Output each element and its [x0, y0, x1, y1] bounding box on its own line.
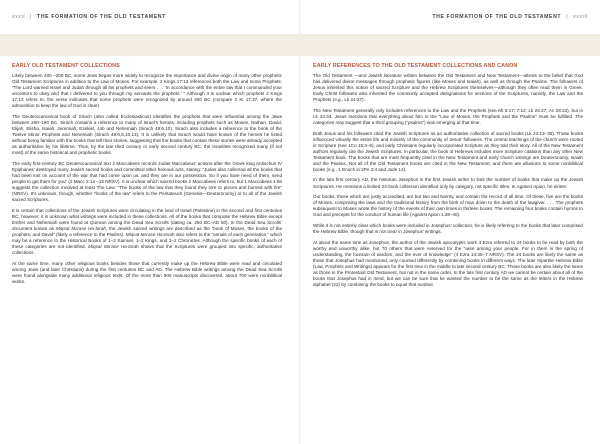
- right-header-band: [300, 34, 600, 56]
- right-body: [313, 63, 583, 293]
- left-body: [12, 63, 282, 289]
- right-p4-text-a: In the late first century AD, the historian Josephus is the first Jewish writer to limit the number of books that make up the Jewish Scriptures. He mentions a limited 22-book collection identified only by category, not specific titles. In: [313, 177, 583, 189]
- left-page-number: xxxii: [12, 14, 26, 20]
- right-running-title: THE FORMATION OF THE OLD TESTAMENT: [432, 14, 562, 20]
- left-paragraph-5: At the same time, many other religious books besides those that currently make up the Hebrew Bible were read and circulated among Jews (and later Christians) during the first centuries BC and AD. The Hebrew Bible writings among the Dead Sea Scrolls were found alongside many additional religious texts: Of the more than 900 manuscripts discovered, about 700 were nonbiblical works.: [12, 260, 282, 284]
- left-running-header: [12, 10, 288, 24]
- left-section-heading: EARLY OLD TESTAMENT COLLECTIONS: [12, 63, 120, 69]
- left-paragraph-3: The early first-century BC Deuterocanonical text 2 Maccabees records Judas Maccabeus’ actions after the Greek king Antiochus IV Epiphanes’ destroyed many Jewish sacred books and committed other heinous acts, stating: “Judas also collected all the books that had been lost on account of the war that had come upon us, and they are in our possession. So if you have need of them, send people to get them for you” (2 Macc 2:14 –15 NRSV). It is unclear which sacred books 2 Maccabees refers to, but 1 Maccabees 1:56 suggests the collection involved at least The Law: “The books of the law that they found they tore to pieces and burned with fire” (NRSV). It’s unknown, though, whether “books of the law” refers to the Pentateuch (Genesis—Deuteronomy) or to all of the Jewish sacred Scriptures.: [12, 160, 282, 203]
- left-p4-text-d: shows that the Scriptures were grouped into specific, authoritative collections.: [12, 244, 283, 256]
- left-paragraph-4: [12, 208, 282, 256]
- right-paragraph-7: At about the same time as Josephus, the author of the Jewish apocalyptic work 4 Ezra referred to 24 books to be read by both the worthy and unworthy alike, but 70 others that were reserved for the “wise among your people. For in them is the spring of understanding, the fountain of wisdom, and the river of knowledge” (4 Ezra 14:45–7 NRSV). The 24 books are likely the same as those that Josephus had mentioned, only counted differently by combining books in different ways. The later tripartite Hebrew Bible (Law, Prophets and Writings) appears for the first time in the middle to late second century BC. Those books are also likely the same as those in the Protestant Old Testament, but not in the same order. In the late first century AD we cannot be certain about all of the books that Josephus had in mind, but we can be sure that he wanted the number to be the same as the letters in the Hebrew alphabet (22) by combining the books to equal that number.: [313, 239, 583, 287]
- left-p4-italic-2: Miqsat Ma’ase Ha-torah: [125, 231, 175, 237]
- right-page-number: xxxiii: [573, 14, 588, 20]
- right-paragraph-4: [313, 177, 583, 189]
- right-p4-text-b: , he writes:: [544, 183, 568, 189]
- right-section-heading: EARLY REFERENCES TO THE OLD TESTAMENT COLLECTIONS AND CANON: [313, 63, 518, 69]
- right-paragraph-2: The New Testament generally only includes references to the Law and the Prophets (see Mt 5:17; 7:12; Lk 24:27; Ac 28:23), but in Lk 24:44, Jesus mentions that everything about him in the “Law of Moses, the Prophets and the Psalms” must be fulfilled. The categories may suggest that a third grouping (“psalms”) was emerging at that time.: [313, 107, 583, 125]
- left-p4-text-b: , the Jewish sacred writings are described as the “book of Moses, the books of the prophets, and David” (likely a reference to the Psalms).: [12, 225, 283, 237]
- left-paragraph-1: Likely between 400 –200 BC, some Jews began more widely to recognize the importance and divine origin of many other prophetic Old Testament Scriptures in addition to the Law of Moses. For example, 2 Kings 17:13 references both the Law and some Prophets: “The Lord warned Israel and Judah through all his prophets and seers . . . ‘In accordance with the entire law that I commanded your ancestors to obey and that I delivered to you through my servants the prophets.’ ” Although it is unclear which prophets 2 Kings 17:13 refers to, the verse indicates that some prophets were recognized by around 400 BC (compare 2 Ki 17:37, where the admonition to keep the law of God is clear).: [12, 73, 282, 109]
- left-header-band: [0, 34, 300, 56]
- left-p4-text-c: also refers to the “annals of each generation,” which may be a reference to the Historical Books of 1–2 Samuel, 1–2 Kings, and 1–2 Chronicles. Although the specific books of each of these categories are not identified,: [12, 231, 283, 249]
- header-separator: |: [30, 14, 33, 20]
- left-p4-italic-3: Miqsat Ma’ase Ha-torah: [88, 244, 139, 249]
- left-p4-text-a: It is certain that collections of the Jewish Scriptures were circulating in the land of Israel (Palestine) in the second and first centuries BC; however, it is unknown what writings were included in these collections. All of the books that compose the Hebrew Bible except Esther and Nehemiah were found at Qumran among the Dead Sea Scrolls (dating ca. 250 BC–AD 50). In the Dead Sea Scrolls’ document known as: [12, 207, 282, 231]
- right-p4-italic: Against Apion: [516, 183, 545, 189]
- right-paragraph-5-quote: Our books, those which are justly accredited, are but two and twenty, and contain the record of all time. Of these, five are the books of Moses, comprising the laws and the traditional history from the birth of man down to the death of the lawgiver. . . . The prophets subsequent to Moses wrote the history of the events of their own times in thirteen books. The remaining four books contain hymns to God and precepts for the conduct of human life (Against Apion 1.38–40).: [313, 194, 583, 218]
- left-paragraph-2: The Deuterocanonical book of Sirach (also called Ecclesiasticus) identifies the prophets that were influential among the Jews between 200–180 BC. Sirach contains a reference to many of Israel’s heroes, including prophets such as Moses, Nathan, David, Elijah, Elisha, Isaiah, Jeremiah, Ezekiel, Job and Nehemiah (Sirach 49:6,10). Sirach also includes a reference to the book of the Twelve Minor Prophets and Nehemiah (Sirach 49:6,8,10,13). It is unlikely that Sirach would have known of the heroes he listed without being familiar with the books that tell their stories, suggesting that the books that contain these stories were already accepted as authoritative by his lifetime. Thus, by the late third century or early second century BC, the Israelites recognized many (if not most) of the same historical and prophetic books.: [12, 113, 282, 156]
- right-page: [300, 0, 600, 444]
- header-separator: |: [566, 14, 569, 20]
- left-running-title: THE FORMATION OF THE OLD TESTAMENT: [37, 14, 166, 20]
- right-running-header: [312, 10, 588, 24]
- left-p4-italic-1: Miqsat Ma’ase Ha-torah: [55, 225, 106, 231]
- right-paragraph-1: The Old Testament —and Jewish literature written between the Old Testament and New Testament—attests to the belief that God has delivered divine messages through prophetic figures (like Moses and Isaiah), as well as through the Psalms. The followers of Jesus inherited this notion of sacred Scripture and the Hebrew Scriptures themselves—although they often read them in Greek. Early Christ followers also inherited the commonly accepted designations for sections of the Scriptures, namely, the Law and the Prophets (e.g., Lk 24:27).: [313, 73, 583, 103]
- right-paragraph-6: While it is not entirely clear which books were included in Josephus’ collection, he is likely referring to the books that later comprised the Hebrew Bible, though that is not clear in Josephus’ writings.: [313, 222, 583, 234]
- right-paragraph-3: Both Jesus and his followers cited the Jewish Scriptures as an authoritative collection of sacred books (Lk 24:13–35). Those books influenced virtually the entire life and ministry of the community of Jesus’ followers. The central teachings of the church were rooted in Scripture (see 1Co 15:3–8), and early Christians regularly incorporated Scripture as they told their story. All of the New Testament authors regularly cite the Jewish Scriptures; in particular, the book of Hebrews includes more Scripture citations than any other New Testament book. The books that are most frequently cited in the New Testament and early church writings are Deuteronomy, Isaiah and the Psalms. Not all of the Old Testament books are cited in the New Testament, and there are allusions to some nonbiblical books (e.g., 1 Enoch in 2Pe 2:4 and Jude 14).: [313, 130, 583, 172]
